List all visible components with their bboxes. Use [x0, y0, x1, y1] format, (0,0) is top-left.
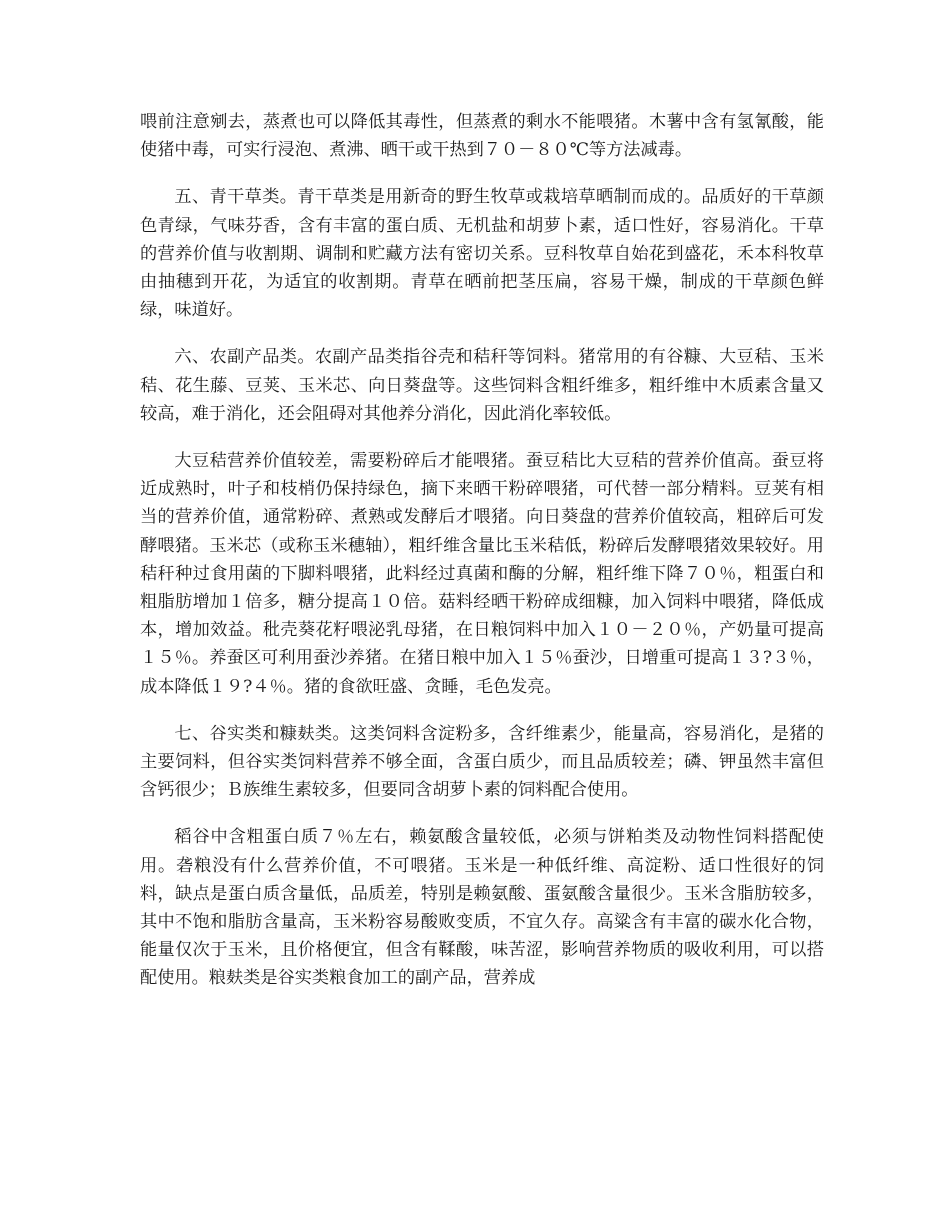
paragraph-soybean-straw: 大豆秸营养价值较差，需要粉碎后才能喂猪。蚕豆秸比大豆秸的营养价值高。蚕豆将近成熟时，叶子和枝梢仍保持绿色，摘下来晒干粉碎喂猪，可代替一部分精料。豆荚有相当的营养价值，通常粉碎、煮熟或发酵后才喂猪。向日葵盘的营养价值较高，粗碎后可发酵喂猪。玉米芯（或称玉米穗轴），粗纤维含量比玉米秸低，粉碎后发酵喂猪效果较好。用秸秆种过食用菌的下脚料喂猪，此料经过真菌和酶的分解，粗纤维下降７０％，粗蛋白和粗脂肪增加１倍多，糖分提高１０倍。菇料经晒干粉碎成细糠，加入饲料中喂猪，降低成本，增加效益。秕壳葵花籽喂泌乳母猪，在日粮饲料中加入１０－２０％，产奶量可提高１５％。养蚕区可利用蚕沙养猪。在猪日粮中加入１５％蚕沙，日增重可提高１３?３％，成本降低１９?４％。猪的食欲旺盛、贪睡，毛色发亮。 [140, 451, 824, 697]
paragraph-continued-cassava: 喂前注意剜去，蒸煮也可以降低其毒性，但蒸煮的剩水不能喂猪。木薯中含有氢氰酸，能使猪中毒，可实行浸泡、煮沸、晒干或干热到７０－８０℃等方法减毒。 [140, 112, 824, 161]
paragraph-section-5-green-hay: 五、青干草类。青干草类是用新奇的野生牧草或栽培草晒制而成的。品质好的干草颜色青绿，气味芬香，含有丰富的蛋白质、无机盐和胡萝卜素，适口性好，容易消化。干草的营养价值与收割期、调制和贮藏方法有密切关系。豆科牧草自始花到盛花，禾本科牧草由抽穗到开花，为适宜的收割期。青草在晒前把茎压扁，容易干燥，制成的干草颜色鲜绿，味道好。 [140, 187, 824, 321]
document-body [140, 108, 824, 1012]
paragraph-rice-corn-sorghum: 稻谷中含粗蛋白质７％左右，赖氨酸含量较低，必须与饼粕类及动物性饲料搭配使用。砻粮没有什么营养价值，不可喂猪。玉米是一种低纤维、高淀粉、适口性很好的饲料，缺点是蛋白质含量低，品质差，特别是赖氨酸、蛋氨酸含量很少。玉米含脂肪较多，其中不饱和脂肪含量高，玉米粉容易酸败变质，不宜久存。高粱含有丰富的碳水化合物，能量仅次于玉米，且价格便宜，但含有鞣酸，味苦涩，影响营养物质的吸收利用，可以搭配使用。粮麸类是谷实类粮食加工的副产品，营养成 [140, 827, 824, 989]
paragraph-section-7-grains-bran: 七、谷实类和糠麸类。这类饲料含淀粉多，含纤维素少，能量高，容易消化，是猪的主要饲料，但谷实类饲料营养不够全面，含蛋白质少，而且品质较差；磷、钾虽然丰富但含钙很少；Ｂ族维生素较多，但要同含胡萝卜素的饲料配合使用。 [140, 723, 824, 801]
paragraph-section-6-byproducts: 六、农副产品类。农副产品类指谷壳和秸秆等饲料。猪常用的有谷糠、大豆秸、玉米秸、花生藤、豆荚、玉米芯、向日葵盘等。这些饲料含粗纤维多，粗纤维中木质素含量又较高，难于消化，还会阻碍对其他养分消化，因此消化率较低。 [140, 347, 824, 424]
